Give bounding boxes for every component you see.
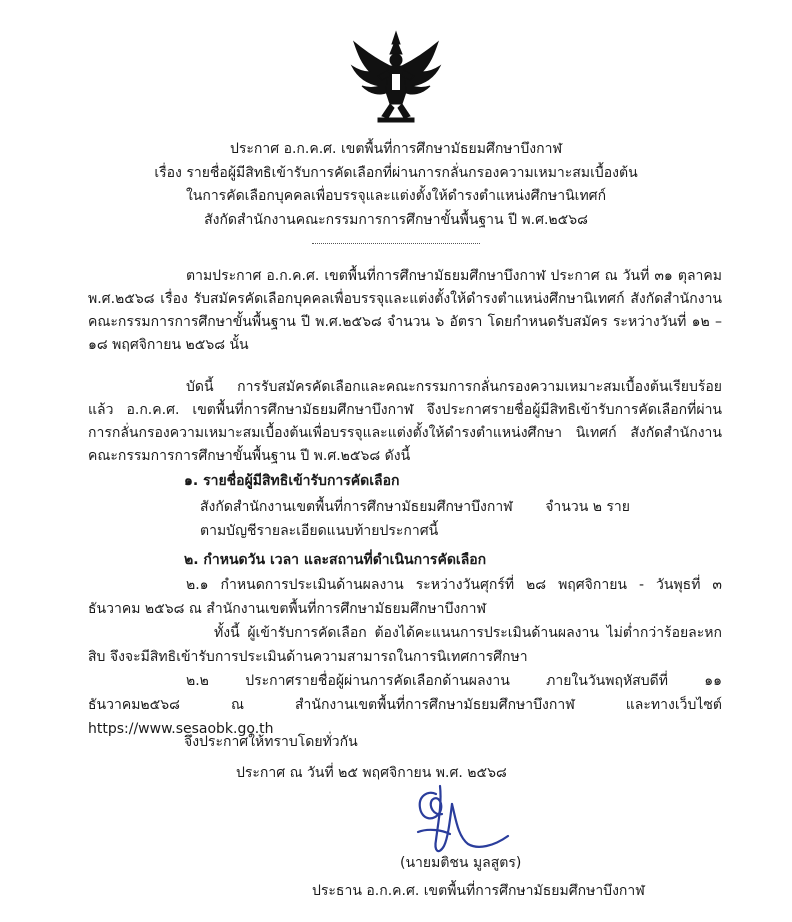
title-line: ในการคัดเลือกบุคคลเพื่อบรรจุและแต่งตั้งให้ดำรงตำแหน่งศึกษานิเทศก์: [185, 188, 607, 204]
title-line: สังกัดสำนักงานคณะกรรมการการศึกษาขั้นพื้นฐาน ปี พ.ศ.๒๕๖๘: [204, 211, 588, 228]
section-1-body: [200, 495, 630, 543]
section-1-unit-line: [200, 495, 630, 519]
signer-name: (นายมติชน มูลสูตร): [400, 855, 522, 871]
intro-paragraph: [88, 265, 722, 357]
section-2-item-2-text: ๒.๒ ประกาศรายชื่อผู้ผ่านการคัดเลือกด้านผลงาน ภายในวันพฤหัสบดีที่ ๑๑ ธันวาคม๒๕๖๘ ณ สำนักงานเขตพื้นที่การศึกษามัธยมศึกษาบึงกาฬ และทางเว็บไซต์ https://www.sesaobk.go.th: [88, 673, 722, 737]
signer-title: ประธาน อ.ก.ค.ศ. เขตพื้นที่การศึกษามัธยมศึกษาบึงกาฬ: [312, 883, 645, 899]
section-2-item-1-note: [88, 621, 722, 669]
title-separator: [312, 243, 480, 244]
garuda-emblem-icon: [348, 30, 444, 126]
section-2-heading: ๒. กำหนดวัน เวลา และสถานที่ดำเนินการคัดเลือก: [184, 552, 487, 568]
announcement-text: บัดนี้ การรับสมัครคัดเลือกและคณะกรรมการกลั่นกรองความเหมาะสมเบื้องต้นเรียบร้อยแล้ว อ.ก.ค.ศ. เขตพื้นที่การศึกษามัธยมศึกษาบึงกาฬ จึงประกาศรายชื่อผู้มีสิทธิเข้ารับการคัดเลือกที่ผ่านการกลั่นกรองความเหมาะสมเบื้องต้นเพื่อบรรจุและแต่งตั้งให้ดำรงตำแหน่งศึกษา นิเทศก์ สังกัดสำนักงานคณะกรรมการการศึกษาขั้นพื้นฐาน ปี พ.ศ.๒๕๖๘ ดังนี้: [88, 379, 722, 464]
section-2-item-1-text: ๒.๑ กำหนดการประเมินด้านผลงาน ระหว่างวันศุกร์ที่ ๒๘ พฤศจิกายน - วันพุธที่ ๓ ธันวาคม ๒๕๖๘ ณ สำนักงานเขตพื้นที่การศึกษามัธยมศึกษาบึงกาฬ: [88, 577, 722, 617]
section-1-count: จำนวน ๒ ราย: [545, 499, 630, 515]
date-line: ประกาศ ณ วันที่ ๒๕ พฤศจิกายน พ.ศ. ๒๕๖๘: [236, 765, 507, 781]
handwritten-signature: [398, 780, 514, 862]
section-2-item-1-note-text: ทั้งนี้ ผู้เข้ารับการคัดเลือก ต้องได้คะแนนการประเมินด้านผลงาน ไม่ต่ำกว่าร้อยละหกสิบ จึงจะมีสิทธิเข้ารับการประเมินด้านความสามารถในการนิเทศการศึกษา: [88, 625, 722, 665]
title-line: ประกาศ อ.ก.ค.ศ. เขตพื้นที่การศึกษามัธยมศึกษาบึงกาฬ: [229, 141, 563, 157]
title-line: เรื่อง รายชื่อผู้มีสิทธิเข้ารับการคัดเลือกที่ผ่านการกลั่นกรองความเหมาะสมเบื้องต้น: [154, 164, 638, 181]
announcement-paragraph: [88, 376, 722, 468]
intro-text: ตามประกาศ อ.ก.ค.ศ. เขตพื้นที่การศึกษามัธยมศึกษาบึงกาฬ ประกาศ ณ วันที่ ๓๑ ตุลาคม พ.ศ.๒๕๖๘ เรื่อง รับสมัครคัดเลือกบุคคลเพื่อบรรจุและแต่งตั้งให้ดำรงตำแหน่งศึกษานิเทศก์ สังกัดสำนักงานคณะกรรมการการศึกษาขั้นพื้นฐาน ปี พ.ศ.๒๕๖๘ จำนวน ๖ อัตรา โดยกำหนดรับสมัคร ระหว่างวันที่ ๑๒ – ๑๘ พฤศจิกายน ๒๕๖๘ นั้น: [88, 268, 722, 353]
section-1-unit: สังกัดสำนักงานเขตพื้นที่การศึกษามัธยมศึกษาบึงกาฬ: [200, 499, 513, 515]
section-1-note: ตามบัญชีรายละเอียดแนบท้ายประกาศนี้: [200, 523, 439, 539]
closing-line: จึงประกาศให้ทราบโดยทั่วกัน: [184, 734, 358, 750]
announcement-title: [0, 138, 792, 232]
section-2-body: [88, 573, 722, 741]
section-2-item-1: [88, 573, 722, 621]
section-1-heading: ๑. รายชื่อผู้มีสิทธิเข้ารับการคัดเลือก: [184, 473, 400, 489]
